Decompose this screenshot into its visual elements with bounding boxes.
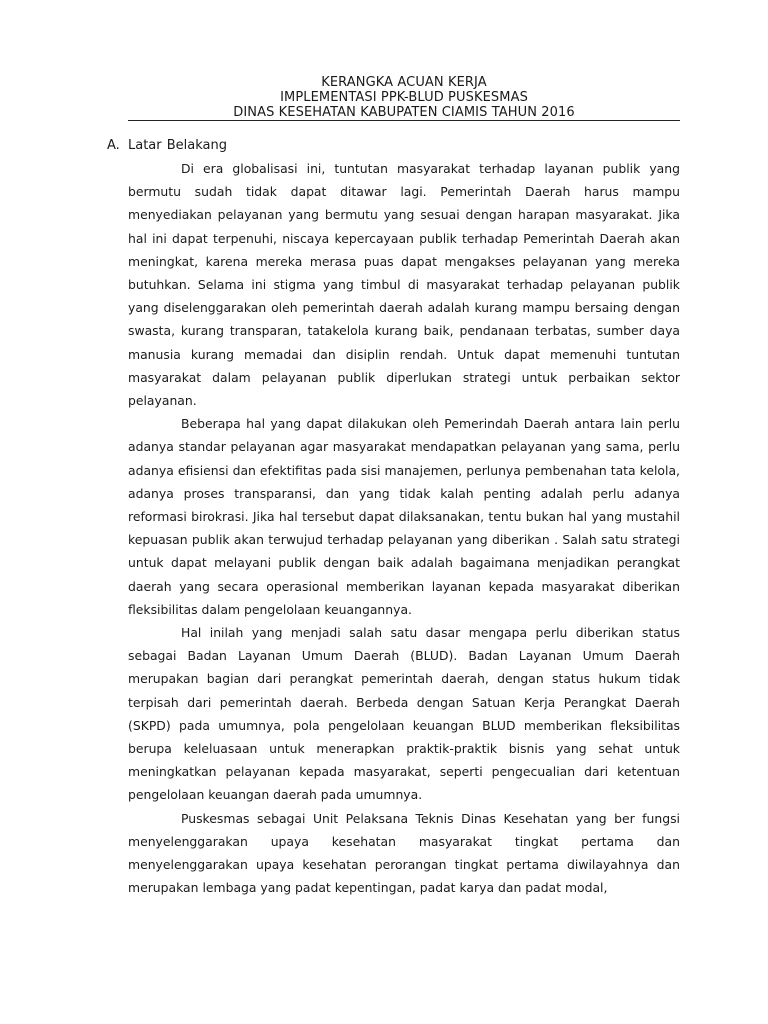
header-line-1: KERANGKA ACUAN KERJA — [321, 75, 487, 90]
header-divider — [128, 120, 680, 121]
document-header — [128, 75, 680, 120]
header-line-3: DINAS KESEHATAN KABUPATEN CIAMIS TAHUN 2016 — [233, 105, 575, 120]
paragraph-1: Di era globalisasi ini, tuntutan masyarakat terhadap layanan publik yang bermutu sudah tidak dapat ditawar lagi. Pemerintah Daerah harus mampu menyediakan pelayanan yang bermutu yang sesuai dengan harapan masyarakat. Jika hal ini dapat terpenuhi, niscaya kepercayaan publik terhadap Pemerintah Daerah akan meningkat, karena mereka merasa puas dapat mengakses pelayanan yang mereka butuhkan. Selama ini stigma yang timbul di masyarakat terhadap pelayanan publik yang diselenggarakan oleh pemerintah daerah adalah kurang mampu bersaing dengan swasta, kurang transparan, tatakelola kurang baik, pendanaan terbatas, sumber daya manusia kurang memadai dan disiplin rendah. Untuk dapat memenuhi tuntutan masyarakat dalam pelayanan publik diperlukan strategi untuk perbaikan sektor pelayanan. — [128, 161, 680, 409]
document-body — [128, 157, 680, 900]
section-heading — [107, 138, 227, 154]
header-line-2: IMPLEMENTASI PPK-BLUD PUSKESMAS — [280, 90, 528, 105]
paragraph-4: Puskesmas sebagai Unit Pelaksana Teknis Dinas Kesehatan yang ber fungsi menyelenggarakan upaya kesehatan masyarakat tingkat pertama dan menyelenggarakan upaya kesehatan perorangan tingkat pertama diwilayahnya dan merupakan lembaga yang padat kepentingan, padat karya dan padat modal, — [128, 810, 680, 896]
section-number: A. — [107, 138, 120, 153]
paragraph-3: Hal inilah yang menjadi salah satu dasar mengapa perlu diberikan status sebagai Badan Layanan Umum Daerah (BLUD). Badan Layanan Umum Daerah merupakan bagian dari perangkat pemerintah daerah, dengan status hukum tidak terpisah dari pemerintah daerah. Berbeda dengan Satuan Kerja Perangkat Daerah (SKPD) pada umumnya, pola pengelolaan keuangan BLUD memberikan fleksibilitas berupa keleluasaan untuk menerapkan praktik-praktik bisnis yang sehat untuk meningkatkan pelayanan kepada masyarakat, seperti pengecualian dari ketentuan pengelolaan keuangan daerah pada umumnya. — [128, 625, 680, 803]
section-title: Latar Belakang — [128, 138, 228, 153]
paragraph-2: Beberapa hal yang dapat dilakukan oleh Pemerindah Daerah antara lain perlu adanya standar pelayanan agar masyarakat mendapatkan pelayanan yang sama, perlu adanya efisiensi dan efektifitas pada sisi manajemen, perlunya pembenahan tata kelola, adanya proses transparansi, dan yang tidak kalah penting adalah perlu adanya reformasi birokrasi. Jika hal tersebut dapat dilaksanakan, tentu bukan hal yang mustahil kepuasan publik akan terwujud terhadap pelayanan yang diberikan . Salah satu strategi untuk dapat melayani publik dengan baik adalah bagaimana menjadikan perangkat daerah yang secara operasional memberikan layanan kepada masyarakat diberikan fleksibilitas dalam pengelolaan keuangannya. — [128, 416, 680, 617]
